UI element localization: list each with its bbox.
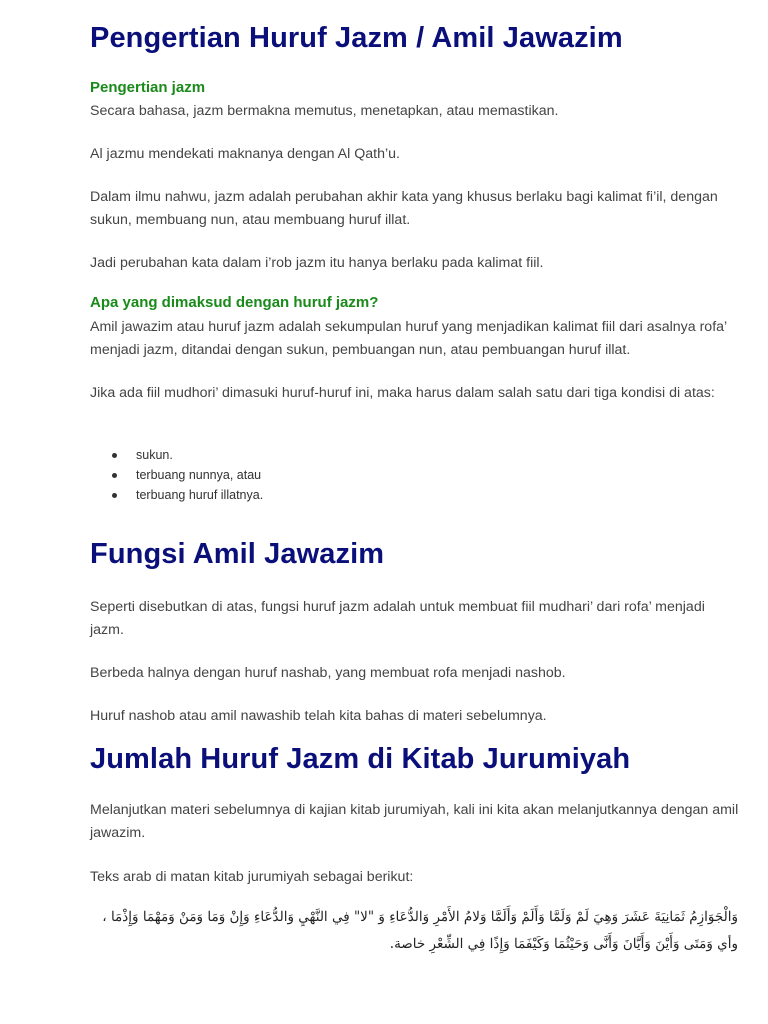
list-item xyxy=(110,445,263,465)
bullet-icon xyxy=(112,493,117,498)
paragraph: Huruf nashob atau amil nawashib telah kita bahas di materi sebelumnya. xyxy=(90,708,547,724)
conditions-list xyxy=(110,445,263,505)
bullet-icon xyxy=(112,473,117,478)
paragraph: Dalam ilmu nahwu, jazm adalah perubahan akhir kata yang khusus berlaku bagi kalimat fi’il, dengan sukun, membuang nun, atau membuang huruf illat. xyxy=(90,189,718,228)
paragraph: Teks arab di matan kitab jurumiyah sebagai berikut: xyxy=(90,869,414,885)
bullet-icon xyxy=(112,453,117,458)
paragraph: Seperti disebutkan di atas, fungsi huruf jazm adalah untuk membuat fiil mudhari’ dari rofa’ menjadi jazm. xyxy=(90,599,705,638)
arabic-text: وَالْجَوَازِمُ ثَمَانِيَةَ عَشَرَ وَهِيَ لَمْ وَلَمَّا وَأَلَمْ وَأَلَمَّا وَلامُ الأَمْرِ وَالدُّعَاءِ وَ "لا" فِي النَّهْيِ وَالدُّعَاءِ وَإِنْ وَمَا وَمَنْ وَمَهْمَا وَإِذْمَا ، وأي وَمَتَى وَأَيْنَ وَأَيَّانَ وَأَنَّى وَحَيْثُمَا وَكَيْفَمَا وَإِذًا فِي الشِّعْرِ خاصة. xyxy=(102,909,738,952)
paragraph: Jika ada fiil mudhori’ dimasuki huruf-huruf ini, maka harus dalam salah satu dari tiga kondisi di atas: xyxy=(90,385,715,401)
list-item-label: sukun. xyxy=(136,448,173,462)
paragraph: Berbeda halnya dengan huruf nashab, yang membuat rofa menjadi nashob. xyxy=(90,665,566,681)
list-item xyxy=(110,465,263,485)
section-title-jumlah: Jumlah Huruf Jazm di Kitab Jurumiyah xyxy=(90,743,631,775)
subheading-pengertian-jazm: Pengertian jazm xyxy=(90,79,206,96)
section-title-fungsi: Fungsi Amil Jawazim xyxy=(90,538,385,570)
paragraph: Melanjutkan materi sebelumnya di kajian kitab jurumiyah, kali ini kita akan melanjutkannya dengan amil jawazim. xyxy=(90,802,739,841)
paragraph: Jadi perubahan kata dalam i’rob jazm itu hanya berlaku pada kalimat fiil. xyxy=(90,255,544,271)
list-item-label: terbuang nunnya, atau xyxy=(136,468,262,482)
list-item-label: terbuang huruf illatnya. xyxy=(136,488,264,502)
paragraph: Al jazmu mendekati maknanya dengan Al Qath’u. xyxy=(90,146,400,162)
list-item xyxy=(110,485,263,505)
paragraph: Secara bahasa, jazm bermakna memutus, menetapkan, atau memastikan. xyxy=(90,103,559,119)
subheading-huruf-jazm: Apa yang dimaksud dengan huruf jazm? xyxy=(90,294,379,311)
paragraph: Amil jawazim atau huruf jazm adalah sekumpulan huruf yang menjadikan kalimat fiil dari asalnya rofa’ menjadi jazm, ditandai dengan sukun, pembuangan nun, atau pembuangan huruf illat. xyxy=(90,319,727,358)
section-title-pengertian: Pengertian Huruf Jazm / Amil Jawazim xyxy=(90,22,623,54)
